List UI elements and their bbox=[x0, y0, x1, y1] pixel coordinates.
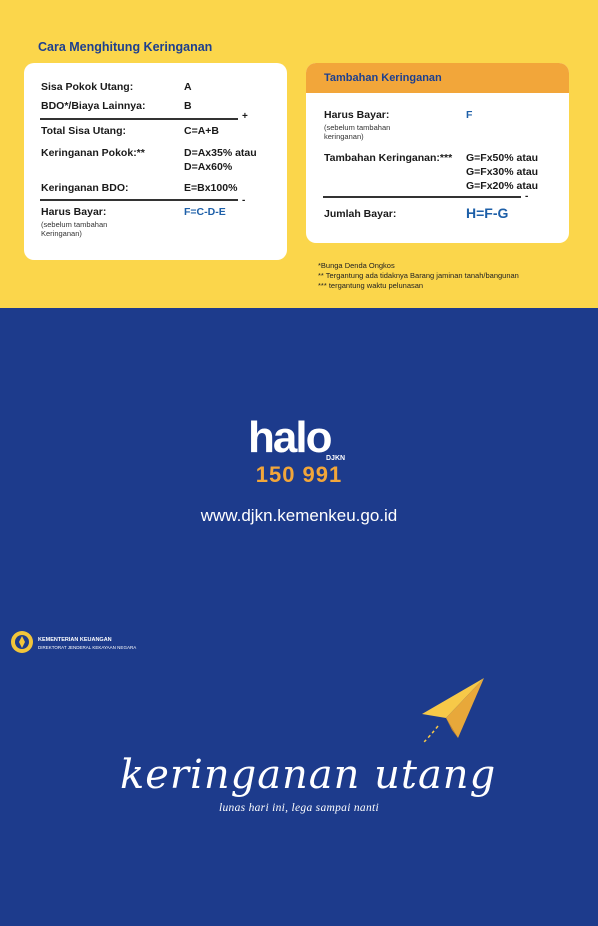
card-header-title: Tambahan Keringanan bbox=[324, 72, 442, 84]
row-value: B bbox=[184, 100, 192, 112]
directorate-name: DIREKTORAT JENDERAL KEKAYAAN NEGARA bbox=[38, 645, 137, 650]
row-value: F=C-D-E bbox=[184, 206, 226, 218]
footnote: ** Tergantung ada tidaknya Barang jaminan tanah/bangunan bbox=[318, 271, 519, 280]
ministry-name: KEMENTERIAN KEUANGAN bbox=[38, 637, 112, 643]
row-label: Keringanan BDO: bbox=[41, 182, 129, 194]
website-url: www.djkn.kemenkeu.go.id bbox=[200, 506, 398, 525]
page-title: Cara Menghitung Keringanan bbox=[38, 40, 213, 54]
row-label: Harus Bayar: bbox=[324, 109, 390, 121]
row-label: Jumlah Bayar: bbox=[324, 208, 397, 220]
row-label: BDO*/Biaya Lainnya: bbox=[41, 100, 146, 112]
footnote: *** tergantung waktu pelunasan bbox=[318, 281, 424, 290]
row-value: G=Fx50% atau bbox=[466, 152, 539, 164]
row-value: E=Bx100% bbox=[184, 182, 238, 194]
row-value: A bbox=[184, 81, 192, 93]
row-label: Total Sisa Utang: bbox=[41, 125, 126, 137]
ministry-logo bbox=[10, 630, 137, 659]
row-value: H=F-G bbox=[466, 205, 509, 221]
row-value: F bbox=[466, 109, 473, 121]
minus-sign: - bbox=[525, 191, 529, 202]
halo-logo-sub: DJKN bbox=[326, 455, 346, 462]
row-value: G=Fx20% atau bbox=[466, 180, 539, 192]
footnote: *Bunga Denda Ongkos bbox=[318, 261, 395, 270]
row-value: D=Ax35% atau bbox=[184, 147, 257, 159]
footnotes bbox=[318, 261, 519, 291]
halo-logo bbox=[248, 414, 348, 464]
card-header bbox=[306, 63, 569, 93]
campaign-title: keringanan utang bbox=[120, 752, 497, 798]
paper-plane-icon bbox=[418, 676, 488, 746]
campaign-tagline: lunas hari ini, lega sampai nanti bbox=[218, 802, 380, 814]
ministry-emblem-icon bbox=[10, 630, 34, 654]
sum-rule bbox=[40, 118, 238, 120]
additional-relief-card bbox=[306, 63, 569, 243]
halo-logo-text: halo bbox=[248, 414, 331, 462]
subtract-rule bbox=[323, 196, 521, 198]
plus-sign: + bbox=[242, 111, 248, 122]
row-label: Keringanan Pokok:** bbox=[41, 147, 145, 159]
row-sublabel: (sebelum tambahan keringanan) bbox=[324, 123, 391, 141]
row-sublabel: (sebelum tambahan Keringanan) bbox=[41, 220, 108, 238]
row-label: Sisa Pokok Utang: bbox=[41, 81, 134, 93]
row-value: C=A+B bbox=[184, 125, 220, 137]
subtract-rule bbox=[40, 199, 238, 201]
row-value: G=Fx30% atau bbox=[466, 166, 539, 178]
minus-sign: - bbox=[242, 195, 246, 206]
row-label: Harus Bayar: bbox=[41, 206, 107, 218]
bottom-section bbox=[0, 308, 598, 926]
row-label: Tambahan Keringanan:*** bbox=[324, 152, 453, 164]
calculation-card bbox=[24, 63, 287, 260]
hotline-number: 150 991 bbox=[255, 462, 343, 487]
row-value-2: D=Ax60% bbox=[184, 161, 233, 173]
